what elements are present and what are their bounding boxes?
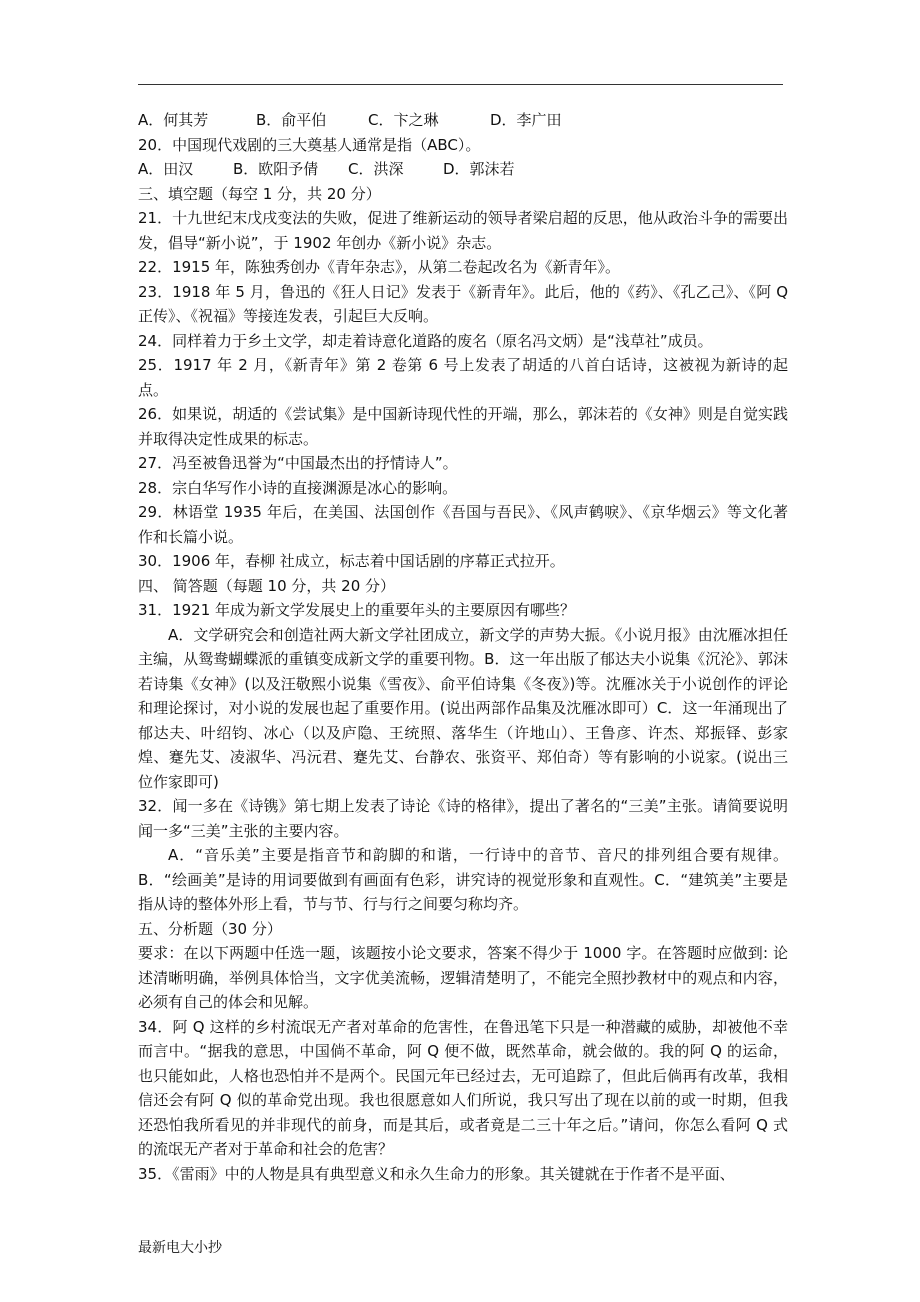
section-4-heading: 四、 简答题（每题 10 分，共 20 分） <box>138 576 396 595</box>
question-23: 23．1918 年 5 月，鲁迅的《狂人日记》发表于《新青年》。此后，他的《药》、《孔乙己》、《阿 Q 正传》、《祝福》等接连发表，引起巨大反响。 <box>138 282 788 325</box>
section-3-heading: 三、填空题（每空 1 分，共 20 分） <box>138 184 381 203</box>
question-31: 31．1921 年成为新文学发展史上的重要年头的主要原因有哪些？ <box>138 601 576 619</box>
question-24: 24．同样着力于乡土文学，却走着诗意化道路的废名（原名冯文炳）是“浅草社”成员。 <box>138 331 713 350</box>
section-5-heading: 五、分析题（30 分） <box>138 919 282 938</box>
choice-c: C．卞之琳 <box>368 111 439 129</box>
q20-choices <box>138 157 788 182</box>
choice-a: A．何其芳 <box>138 111 209 129</box>
answer-31: A．文学研究会和创造社两大新文学社团成立，新文学的声势大振。《小说月报》由沈雁冰担任主编，从鸳鸯蝴蝶派的重镇变成新文学的重要刊物。B．这一年出版了郁达夫小说集《沉沦》、郭沫若诗集《女神》(以及汪敬熙小说集《雪夜》、俞平伯诗集《冬夜》)等。沈雁冰关于小说创作的评论和理论探讨，对小说的发展也起了重要作用。(说出两部作品集及沈雁冰即可）C．这一年涌现出了郁达夫、叶绍钧、冰心（以及庐隐、王统照、落华生（许地山）、王鲁彦、许杰、郑振铎、彭家煌、蹇先艾、凌淑华、冯沅君、蹇先艾、台静农、张资平、郑伯奇）等有影响的小说家。(说出三位作家即可) <box>138 625 788 791</box>
choice-c: C．洪深 <box>348 160 404 178</box>
choice-b: B．欧阳予倩 <box>233 160 319 178</box>
question-28: 28．宗白华写作小诗的直接渊源是冰心的影响。 <box>138 478 458 497</box>
choice-a: A．田汉 <box>138 160 194 178</box>
analysis-requirements: 要求：在以下两题中任选一题，该题按小论文要求，答案不得少于 1000 字。在答题时应做到: 论述清晰明确，举例具体恰当，文字优美流畅，逻辑清楚明了，不能完全照抄教材中的观点和内容，必须有自己的体会和见解。 <box>138 944 788 1011</box>
question-22: 22．1915 年，陈独秀创办《青年杂志》，从第二卷起改名为《新青年》。 <box>138 258 621 276</box>
choice-d: D．李广田 <box>490 111 562 129</box>
document-body <box>138 108 788 1186</box>
question-26: 26．如果说，胡适的《尝试集》是中国新诗现代性的开端，那么，郭沫若的《女神》则是自觉实践并取得决定性成果的标志。 <box>138 405 788 448</box>
question-25: 25．1917 年 2 月，《新青年》第 2 卷第 6 号上发表了胡适的八首白话诗，这被视为新诗的起点。 <box>138 356 788 399</box>
answer-32: A．“音乐美”主要是指音节和韵脚的和谐，一行诗中的音节、音尺的排列组合要有规律。B．“绘画美”是诗的用词要做到有画面有色彩，讲究诗的视觉形象和直观性。C．“建筑美”主要是指从诗的整体外形上看，节与节、行与行之间要匀称均齐。 <box>138 846 788 913</box>
choice-b: B．俞平伯 <box>256 111 327 129</box>
question-34: 34．阿 Q 这样的乡村流氓无产者对革命的危害性，在鲁迅笔下只是一种潜藏的威胁，却被他不幸而言中。“据我的意思，中国倘不革命，阿 Q 便不做，既然革命，就会做的。我的阿 Q 的运命，也只能如此，人格也恐怕并不是两个。民国元年已经过去，无可追踪了，但此后倘再有改革，我相信还会有阿 Q 似的革命党出现。我也很愿意如人们所说，我只写出了现在以前的或一时期，但我还恐怕我所看见的并非现代的前身，而是其后，或者竟是二三十年之后。”请问，你怎么看阿 Q 式的流氓无产者对于革命和社会的危害？ <box>138 1017 788 1158</box>
q19-choices <box>138 108 788 133</box>
question-32: 32．闻一多在《诗镌》第七期上发表了诗论《诗的格律》，提出了著名的“三美”主张。请简要说明闻一多“三美”主张的主要内容。 <box>138 797 788 840</box>
question-29: 29．林语堂 1935 年后，在美国、法国创作《吾国与吾民》、《风声鹤唳》、《京华烟云》等文化著作和长篇小说。 <box>138 503 788 546</box>
question-27: 27．冯至被鲁迅誉为“中国最杰出的抒情诗人”。 <box>138 454 458 472</box>
choice-d: D．郭沫若 <box>443 160 515 178</box>
question-30: 30．1906 年，春柳 社成立，标志着中国话剧的序幕正式拉开。 <box>138 552 565 570</box>
question-35: 35．《雷雨》中的人物是具有典型意义和永久生命力的形象。其关键就在于作者不是平面、 <box>138 1164 735 1183</box>
page-footer: 最新电大小抄 <box>138 1240 222 1256</box>
question-20: 20．中国现代戏剧的三大奠基人通常是指（ABC）。 <box>138 135 481 154</box>
question-21: 21．十九世纪末戊戌变法的失败，促进了维新运动的领导者梁启超的反思，他从政治斗争的需要出发，倡导“新小说”，于 1902 年创办《新小说》杂志。 <box>138 209 788 252</box>
header-rule <box>138 84 783 85</box>
